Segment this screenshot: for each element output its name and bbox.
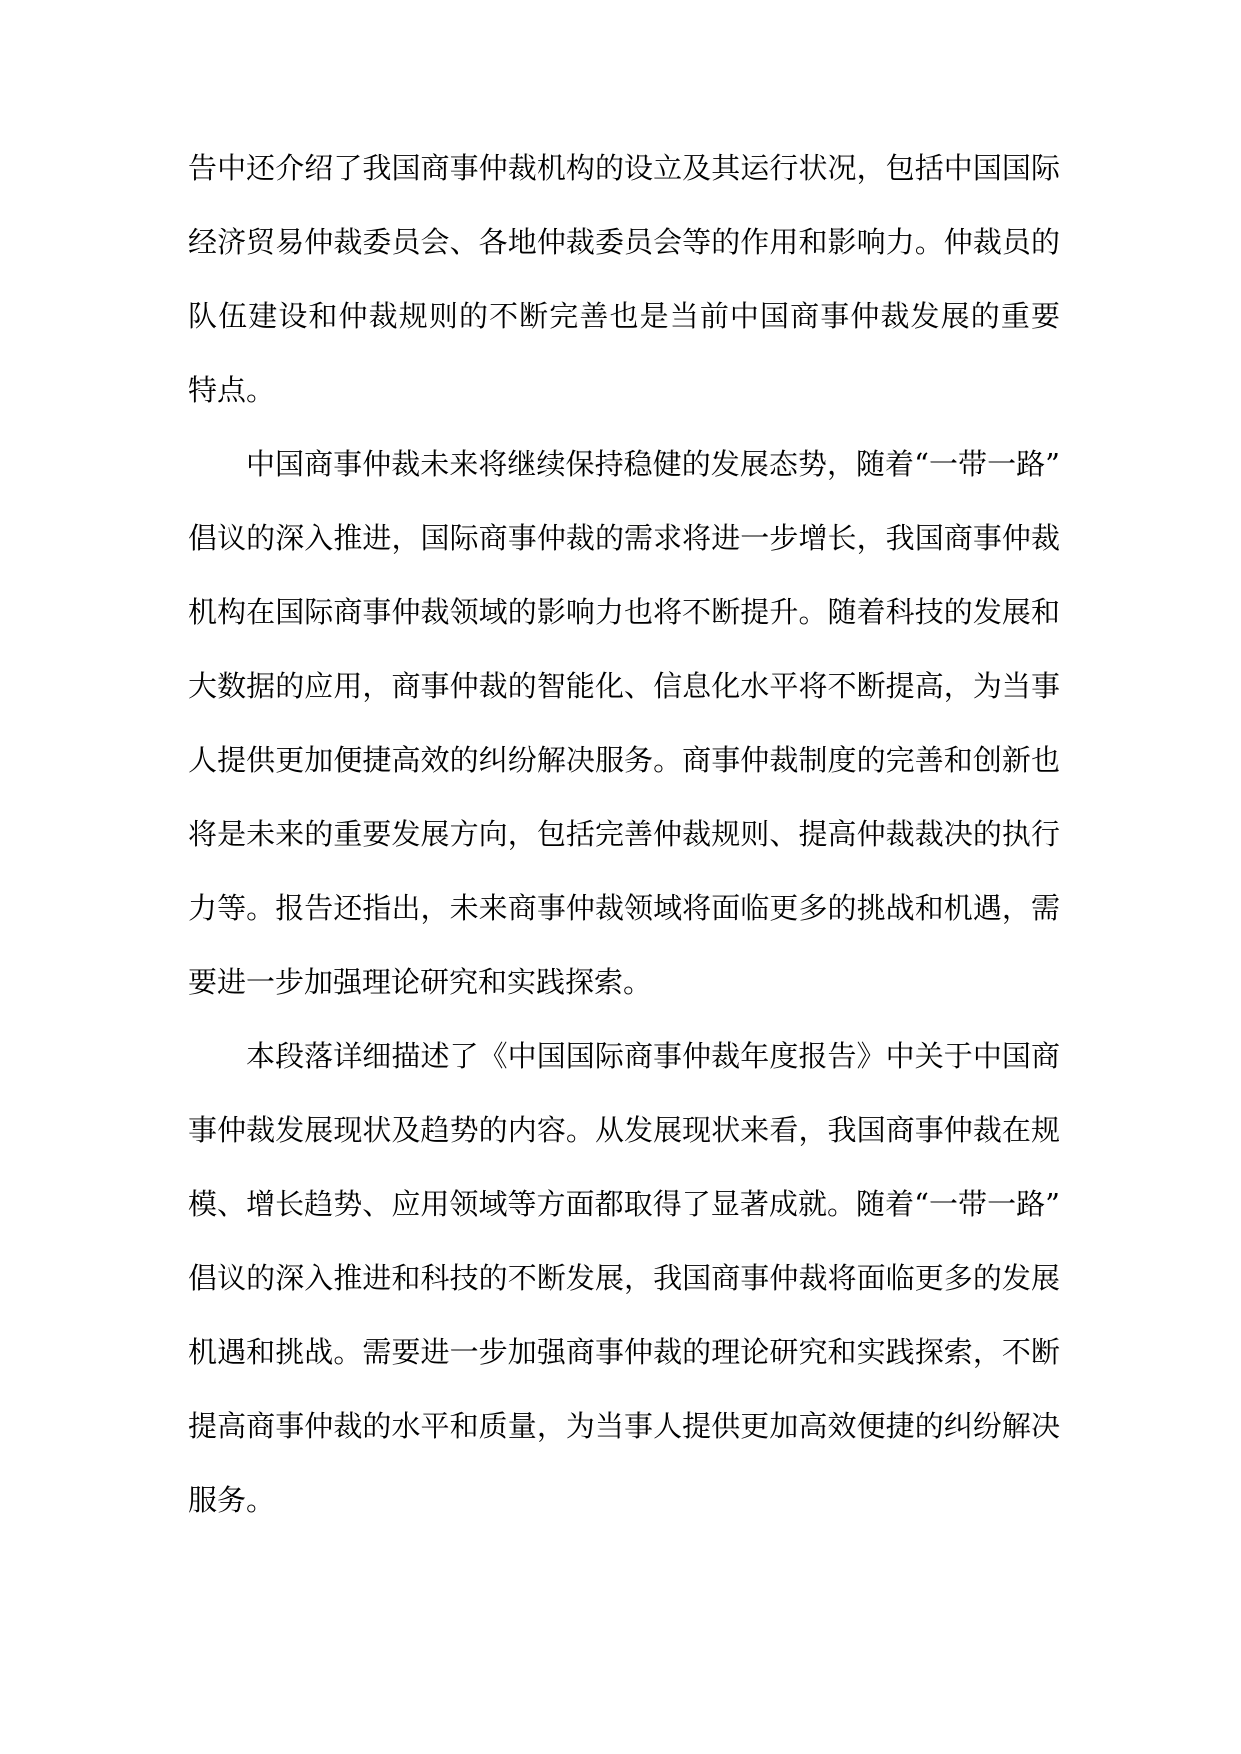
paragraph-1 (188, 131, 1060, 427)
text-line: 力等。报告还指出，未来商事仲裁领域将面临更多的挑战和机遇，需 (188, 891, 1060, 925)
text-line: 本段落详细描述了《中国国际商事仲裁年度报告》中关于中国商 (246, 1039, 1060, 1073)
text-line: 中国商事仲裁未来将继续保持稳健的发展态势，随着“一带一路” (246, 447, 1060, 481)
text-line: 将是未来的重要发展方向，包括完善仲裁规则、提高仲裁裁决的执行 (188, 817, 1060, 851)
document-body (188, 131, 1060, 1537)
paragraph-3 (188, 1019, 1060, 1537)
text-line: 人提供更加便捷高效的纠纷解决服务。商事仲裁制度的完善和创新也 (188, 743, 1060, 777)
text-line: 队伍建设和仲裁规则的不断完善也是当前中国商事仲裁发展的重要 (188, 299, 1060, 333)
text-line: 事仲裁发展现状及趋势的内容。从发展现状来看，我国商事仲裁在规 (188, 1113, 1060, 1147)
text-line: 告中还介绍了我国商事仲裁机构的设立及其运行状况，包括中国国际 (188, 151, 1060, 185)
text-line: 倡议的深入推进，国际商事仲裁的需求将进一步增长，我国商事仲裁 (188, 521, 1060, 555)
text-line: 经济贸易仲裁委员会、各地仲裁委员会等的作用和影响力。仲裁员的 (188, 225, 1060, 259)
text-line: 倡议的深入推进和科技的不断发展，我国商事仲裁将面临更多的发展 (188, 1261, 1060, 1295)
text-line: 要进一步加强理论研究和实践探索。 (188, 965, 653, 999)
text-line: 提高商事仲裁的水平和质量，为当事人提供更加高效便捷的纠纷解决 (188, 1409, 1060, 1443)
text-line: 服务。 (188, 1483, 276, 1517)
text-line: 特点。 (188, 373, 276, 407)
text-line: 机构在国际商事仲裁领域的影响力也将不断提升。随着科技的发展和 (188, 595, 1060, 629)
text-line: 机遇和挑战。需要进一步加强商事仲裁的理论研究和实践探索，不断 (188, 1335, 1060, 1369)
text-line: 模、增长趋势、应用领域等方面都取得了显著成就。随着“一带一路” (188, 1187, 1060, 1221)
paragraph-2 (188, 427, 1060, 1019)
text-line: 大数据的应用，商事仲裁的智能化、信息化水平将不断提高，为当事 (188, 669, 1060, 703)
